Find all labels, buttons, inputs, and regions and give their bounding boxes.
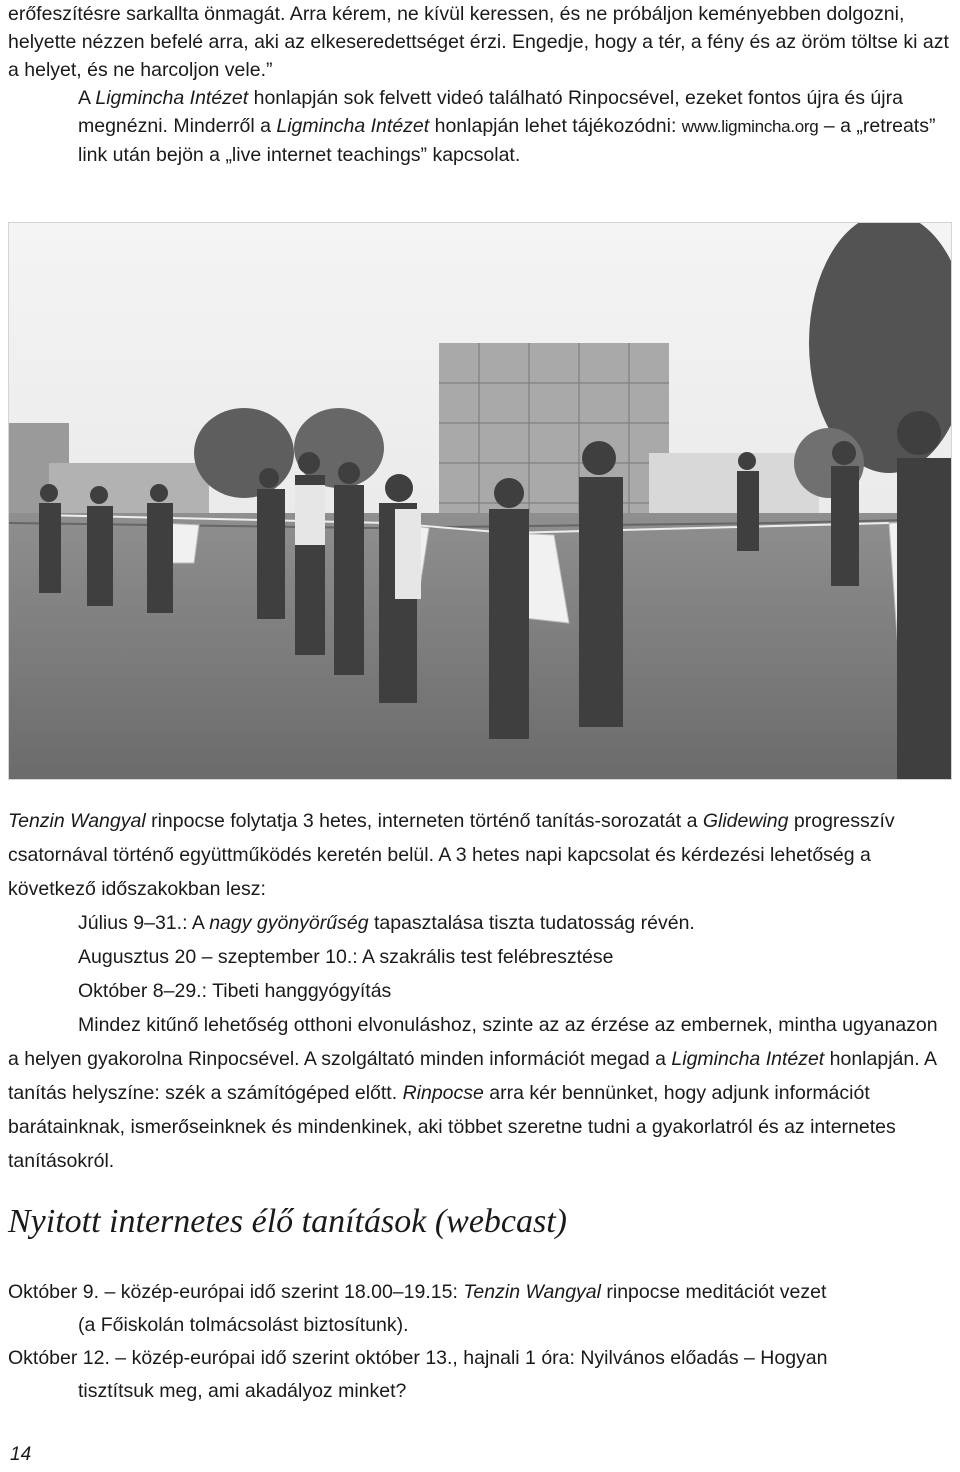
paragraph: A Ligmincha Intézet honlapján sok felvett videó található Rinpocsével, ezeket fontos újra és újra megnézni. Minderről a Ligmincha Intézet honlapján lehet tájékozódni: www.ligmincha.org – a „retreats” link után bejön a „live internet teachings” kapcsolat. <box>78 87 936 166</box>
section-heading: Nyitott internetes élő tanítások (webcast) <box>8 1203 568 1240</box>
event-item: Október 9. – közép-európai idő szerint 18.00–19.15: Tenzin Wangyal rinpocse meditációt vezet <box>8 1281 827 1303</box>
paragraph: erőfeszítésre sarkallta önmagát. Arra kérem, ne kívül keressen, és ne próbáljon keményebben dolgozni, helyette nézzen befelé arra, aki az elkeseredettséget érzi. Engedje, hogy a tér, a fény és az öröm töltse ki azt a helyet, és ne harcoljon vele.” <box>8 3 949 81</box>
paragraph: Tenzin Wangyal rinpocse folytatja 3 hetes, interneten történő tanítás-sorozatát a Glidewing progresszív csatornával történő együttműködés keretén belül. A 3 hetes napi kapcsolat és kérdezési lehetőség a következő időszakokban lesz: <box>8 810 895 900</box>
photo-illustration <box>9 223 951 779</box>
website-link[interactable]: www.ligmincha.org <box>681 117 819 136</box>
schedule-item: Október 8–29.: Tibeti hanggyógyítás <box>78 980 392 1002</box>
schedule-item: Augusztus 20 – szeptember 10.: A szakrális test felébresztése <box>78 946 614 968</box>
paragraph: Mindez kitűnő lehetőség otthoni elvonuláshoz, szinte az az érzése az embernek, mintha ugyanazon a helyen gyakorolna Rinpocsével. A szolgáltató minden információt megad a Ligmincha Intézet honlapján. A tanítás helyszíne: szék a számítógéped előtt. Rinpocse arra kér bennünket, hogy adjunk információt barátainknak, ismerőseinknek és mindenkinek, aki többet szeretne tudni a gyakorlatról és az internetes tanításokról. <box>8 1014 938 1172</box>
teaching-series-text <box>8 804 950 1178</box>
intro-text <box>8 0 952 169</box>
event-item-continuation: tisztítsuk meg, ami akadályoz minket? <box>78 1380 407 1402</box>
group-photo <box>8 222 952 780</box>
page-number: 14 <box>10 1444 32 1465</box>
webcast-events <box>8 1276 950 1408</box>
event-item-continuation: (a Főiskolán tolmácsolást biztosítunk). <box>78 1314 409 1336</box>
event-item: Október 12. – közép-európai idő szerint október 13., hajnali 1 óra: Nyilvános előadás – Hogyan <box>8 1347 828 1369</box>
schedule-item: Július 9–31.: A nagy gyönyörűség tapasztalása tiszta tudatosság révén. <box>78 912 695 934</box>
